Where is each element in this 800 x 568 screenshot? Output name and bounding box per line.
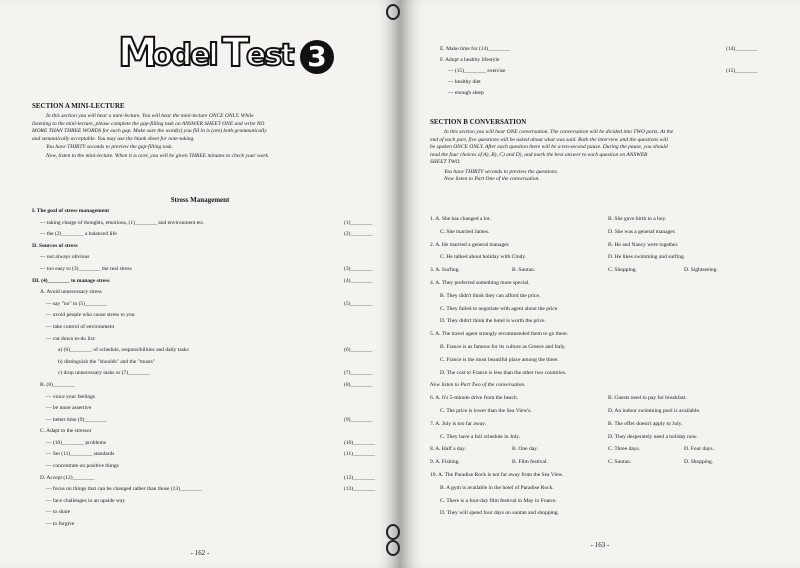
- outline-row: [32, 451, 388, 463]
- answer-option: 1. A. She has changed a lot.: [430, 216, 491, 222]
- question-row: [430, 242, 790, 255]
- answer-option: D. Sightseeing.: [684, 267, 718, 274]
- outline-text: — too easy to (3)________ the real stress: [40, 265, 132, 272]
- instruction-line: Now, listen to the mini-lecture. When it is over, you will be given THREE minutes to check your work.: [46, 152, 270, 159]
- outline-text: — face challenges in an upside way: [46, 497, 126, 504]
- answer-option: 3. A. Surfing.: [430, 267, 460, 274]
- question-row: [430, 434, 790, 447]
- question-row: [430, 344, 790, 357]
- outline-row: [32, 347, 388, 359]
- answer-option: B. They didn't think they can afford the price.: [440, 292, 541, 299]
- answer-blank-number: (1)________: [344, 219, 373, 226]
- section-b-instructions: [430, 129, 790, 184]
- outline-text: — healthy diet: [448, 79, 481, 85]
- answer-option: C. They have a full schedule in July.: [440, 433, 521, 440]
- binding-ring-icon: [386, 524, 400, 540]
- outline-row: [32, 208, 388, 220]
- section-a-instructions: [32, 113, 388, 160]
- answer-option: C. Suntan.: [608, 459, 632, 466]
- instruction-line: In this section you will hear a mini-lecture. You will hear the mini-lecture ONCE ONLY. While: [46, 113, 254, 119]
- outline-text: c) drop unnecessary tasks or (7)________: [58, 370, 151, 377]
- outline-row: [440, 68, 780, 79]
- question-row: [430, 331, 790, 344]
- question-row: [430, 293, 790, 306]
- outline-text: — (10)________ problems: [46, 439, 106, 446]
- answer-option: 2. A. He married a general manager.: [430, 241, 510, 248]
- question-row: [430, 408, 790, 421]
- logo-number-badge: 3: [300, 40, 334, 74]
- question-row: [430, 357, 790, 370]
- outline-row: [32, 289, 388, 301]
- logo-letter-m: M: [118, 30, 156, 76]
- answer-option: B. Film festival.: [512, 459, 548, 466]
- answer-option: C. She married James.: [440, 228, 490, 235]
- question-row: [430, 382, 790, 395]
- outline-row: [32, 370, 388, 382]
- outline-row: [32, 220, 388, 232]
- answer-option: 8. A. Half a day.: [430, 446, 466, 453]
- outline-row: [32, 428, 388, 440]
- logo-word-odel: odel: [152, 38, 217, 73]
- answer-blank-number: (15)________: [726, 68, 758, 74]
- question-row: [430, 459, 790, 472]
- outline-row: [32, 312, 388, 324]
- outline-text: — focus on things that can be changed rather than those (13)________: [46, 486, 202, 493]
- question-row: [430, 216, 790, 229]
- answer-option: B. One day.: [512, 446, 538, 453]
- logo-letter-t: T: [222, 30, 248, 76]
- instruction-line: listening to the mini-lecture, please complete the gap-filling task on ANSWER SHEET ONE and write NO: [32, 120, 265, 127]
- question-row: [430, 280, 790, 293]
- outline-row: [32, 231, 388, 243]
- answer-option: C. France is the most beautiful place among the three.: [440, 356, 559, 363]
- answer-option: B. France is as famous for its culture as Greece and Italy.: [440, 343, 566, 350]
- binding-ring-icon: [386, 4, 400, 20]
- answer-option: C. There is a four-day film festival in May in France.: [440, 497, 557, 504]
- question-row: [430, 472, 790, 485]
- outline-text: E. Make time for (14)________: [440, 46, 511, 52]
- question-row: [430, 370, 790, 383]
- outline-text: — taking charge of thoughts, emotions, (1)________ and environment etc.: [40, 219, 205, 226]
- outline-text: — enough sleep: [448, 90, 484, 96]
- instruction-line: end of each part, five questions will be asked about what was said. Both the interview and the questions will: [430, 136, 668, 143]
- outline-row: [32, 405, 388, 417]
- outline-text: — the (2)________ a balanced life: [40, 231, 117, 238]
- answer-blank-number: (9)________: [344, 416, 373, 423]
- outline-row: [32, 498, 388, 510]
- answer-option: C. They failed to negotiate with agent about the price.: [440, 305, 559, 312]
- outline-row: [32, 394, 388, 406]
- answer-blank-number: (5)________: [344, 300, 373, 307]
- answer-option: B. Guests need to pay for breakfast.: [608, 395, 687, 402]
- answer-option: C. The price is lower than the Sea View's.: [440, 407, 532, 414]
- answer-option: D. The cost to France is less than the other two countries.: [440, 369, 567, 376]
- outline-text: III. (4)________ to manage stress: [32, 277, 110, 284]
- section-a-title: SECTION A MINI-LECTURE: [32, 102, 125, 110]
- answer-blank-number: (12)________: [344, 474, 376, 481]
- binding-ring-icon: [386, 540, 400, 556]
- question-row: [430, 510, 790, 523]
- instruction-line: Now listen to Part One of the conversation.: [444, 176, 540, 182]
- outline-row: [32, 278, 388, 290]
- outline-row: [32, 324, 388, 336]
- instruction-line: You have THIRTY seconds to preview the gap-filling task.: [46, 144, 173, 150]
- answer-blank-number: (10)________: [344, 439, 376, 446]
- question-row: [430, 254, 790, 267]
- page-number-right: - 163 -: [590, 541, 610, 549]
- outline-row: [32, 266, 388, 278]
- outline-text: — concentrate on positive things: [46, 463, 119, 470]
- answer-blank-number: (7)________: [344, 370, 373, 377]
- outline-text: — not always obvious: [40, 254, 90, 261]
- answer-option: C. Three days.: [608, 446, 640, 453]
- outline-text: — say "no" to (5)________: [46, 300, 108, 307]
- logo-word-est: est: [246, 38, 293, 73]
- outline-text: F. Adopt a healthy lifestyle: [440, 57, 500, 63]
- outline-text: — voice your feelings: [46, 393, 96, 400]
- outline-text: — take control of environment: [46, 323, 115, 330]
- answer-option: B. The offer doesn't apply to July.: [608, 420, 683, 427]
- outline-row: [32, 359, 388, 371]
- question-row: [430, 229, 790, 242]
- question-row: [430, 318, 790, 331]
- answer-option: 10. A. The Paradise Rock is not far away from the Sea View.: [430, 471, 564, 478]
- question-row: [430, 267, 790, 280]
- answer-option: D. He likes swimming and surfing.: [608, 254, 686, 261]
- outline-row: [32, 417, 388, 429]
- outline-text: C. Adapt to the stressor: [40, 428, 92, 435]
- answer-option: B. A gym is available in the hotel of Paradise Rock.: [440, 484, 554, 491]
- outline-row: [440, 79, 780, 90]
- outline-text: b) distinguish the "shoulds" and the "musts": [58, 358, 155, 365]
- answer-option: D. Four days.: [684, 446, 714, 453]
- answer-blank-number: (6)________: [344, 347, 373, 354]
- outline-row: [32, 475, 388, 487]
- outline-text: D. Accept (12)________: [40, 474, 95, 481]
- outline-row: [32, 336, 388, 348]
- answer-blank-number: (4)________: [344, 277, 373, 284]
- outline-continued: [440, 46, 780, 101]
- answer-option: D. An indoor swimming pool is available.: [608, 407, 701, 414]
- answer-option: 9. A. Fishing.: [430, 459, 460, 466]
- answer-option: B. She gave birth to a boy.: [608, 216, 667, 222]
- question-row: [430, 446, 790, 459]
- question-list: [430, 216, 790, 523]
- instruction-line: be spoken ONCE ONLY. After each question there will be a ten-second pause. During the pause, you should: [430, 144, 668, 150]
- right-page: [400, 0, 800, 568]
- outline-text: — avoid people who cause stress to you: [46, 312, 135, 319]
- outline-row: [32, 463, 388, 475]
- outline-text: — better time (9)________: [46, 416, 107, 423]
- answer-blank-number: (13)________: [344, 486, 376, 493]
- outline-row: [440, 57, 780, 68]
- outline-text: — to share: [46, 509, 71, 516]
- answer-blank-number: (3)________: [344, 265, 373, 272]
- outline-text: — Set (11)________ standards: [46, 451, 115, 458]
- outline-text: — (15)________ exercise: [448, 68, 506, 74]
- answer-blank-number: (14)________: [726, 46, 758, 52]
- instruction-line: You have THIRTY seconds to preview the questions.: [444, 168, 559, 175]
- answer-option: 5. A. The travel agent strongly recommended them to go there.: [430, 331, 569, 338]
- answer-option: B. He and Nancy were together.: [608, 241, 679, 248]
- answer-blank-number: (11)________: [344, 451, 375, 458]
- instruction-line: MORE THAN THREE WORDS for each gap. Make sure the word(s) you fill in is (are) both grammatically: [32, 128, 267, 134]
- instruction-line: read the four choices of A), B), C) and D), and mark the best answer to each question on ANSWER: [430, 151, 648, 158]
- question-row: [430, 306, 790, 319]
- outline-text: B. (8)________: [40, 381, 75, 388]
- answer-option: D. They will spend four days on suntan and shopping.: [440, 510, 559, 517]
- outline-row: [32, 486, 388, 498]
- outline-row: [32, 382, 388, 394]
- answer-option: 7. A. July is too far away.: [430, 420, 487, 427]
- model-test-logo: [118, 30, 338, 80]
- question-row: [430, 395, 790, 408]
- page-number-left: - 162 -: [190, 549, 210, 557]
- answer-option: D. They desperately need a holiday now.: [608, 433, 698, 440]
- answer-blank-number: (2)________: [344, 231, 373, 238]
- answer-option: D. Shopping.: [684, 459, 714, 466]
- answer-option: D. They didn't think the hotel is worth the price.: [440, 318, 546, 325]
- instruction-line: In this section you will hear ONE conversation. The conversation will be divided into TWO parts. At the: [444, 129, 674, 135]
- outline-text: A. Avoid unnecessary stress: [40, 289, 102, 296]
- outline-text: — to forgive: [46, 521, 75, 528]
- outline-row: [32, 301, 388, 313]
- answer-blank-number: (8)________: [344, 381, 373, 388]
- answer-option: C. Shopping.: [608, 267, 637, 274]
- instruction-line: SHEET TWO.: [430, 159, 461, 165]
- outline-row: [32, 254, 388, 266]
- outline-row: [32, 521, 388, 533]
- outline-row: [32, 440, 388, 452]
- outline-text: — cut down to-do list:: [46, 335, 96, 342]
- question-row: [430, 421, 790, 434]
- outline-row: [32, 243, 388, 255]
- outline-row: [440, 90, 780, 101]
- answer-option: B. Suntan.: [512, 267, 536, 274]
- part-heading: Now listen to Part Two of the conversation.: [430, 382, 526, 389]
- section-b-title: SECTION B CONVERSATION: [430, 118, 527, 126]
- answer-option: 4. A. They preferred something more special.: [430, 279, 530, 286]
- outline-row: [440, 46, 780, 57]
- answer-option: C. He talked about holiday with Cindy.: [440, 254, 527, 261]
- lecture-outline: [32, 208, 388, 533]
- lecture-title: Stress Management: [170, 196, 230, 204]
- answer-option: 6. A. It's 5-minute drive from the beach.: [430, 395, 519, 402]
- outline-text: a) (6)________ of schedule, responsibilities and daily tasks: [58, 347, 189, 354]
- instruction-line: and semantically acceptable. You may use the blank sheet for note-taking.: [32, 135, 195, 142]
- outline-text: I. The goal of stress management: [32, 208, 110, 214]
- answer-option: D. She was a general manager.: [608, 228, 676, 235]
- outline-text: II. Sources of stress: [32, 242, 78, 249]
- question-row: [430, 498, 790, 511]
- question-row: [430, 485, 790, 498]
- outline-row: [32, 509, 388, 521]
- outline-text: — be more assertive: [46, 405, 92, 412]
